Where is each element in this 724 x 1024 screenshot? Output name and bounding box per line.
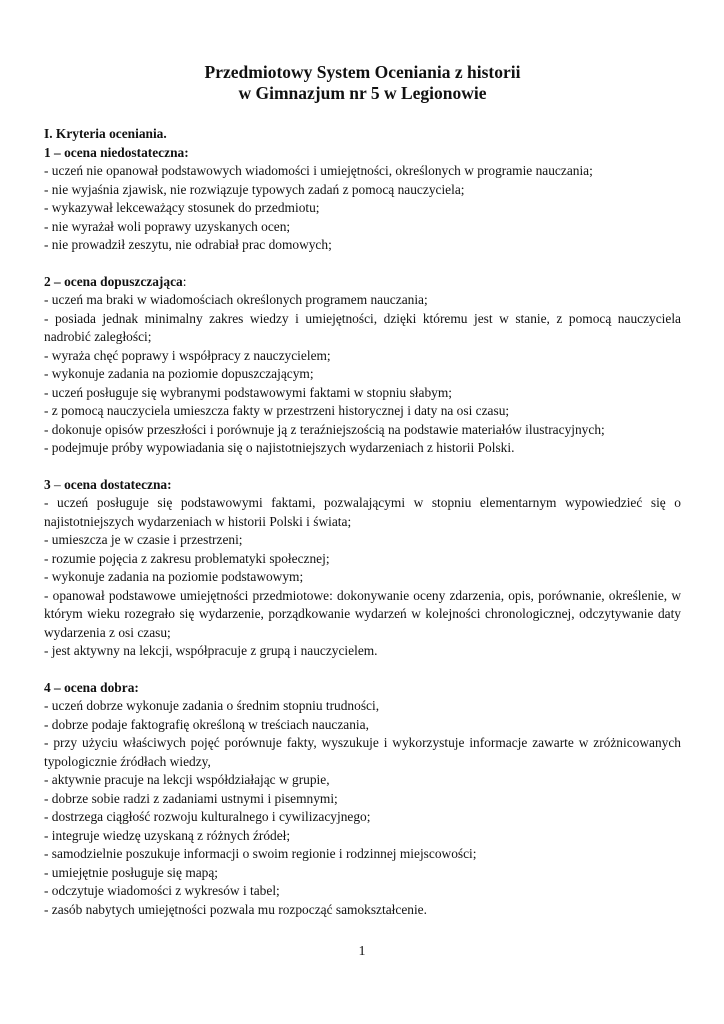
title-line-1: Przedmiotowy System Oceniania z historii	[204, 62, 521, 82]
title-line-2: w Gimnazjum nr 5 w Legionowie	[238, 83, 487, 103]
list-item: - aktywnie pracuje na lekcji współdziałając w grupie,	[44, 772, 330, 787]
page-number: 1	[358, 944, 366, 959]
list-item: - nie wyjaśnia zjawisk, nie rozwiązuje typowych zadań z pomocą nauczyciela;	[44, 181, 465, 197]
grade-section-3	[44, 476, 681, 661]
list-item: - umieszcza je w czasie i przestrzeni;	[44, 532, 243, 547]
grade-heading-dash: –	[50, 476, 65, 492]
list-item: - nie prowadził zeszytu, nie odrabiał prac domowych;	[44, 237, 332, 252]
grade-heading	[44, 679, 681, 698]
list-item: - uczeń dobrze wykonuje zadania o średnim stopniu trudności,	[44, 698, 380, 713]
list-item: - dostrzega ciągłość rozwoju kulturalnego i cywilizacyjnego;	[44, 809, 371, 824]
grade-heading	[44, 476, 681, 495]
list-item: - jest aktywny na lekcji, współpracuje z grupą i nauczycielem.	[44, 643, 378, 658]
list-item: - uczeń posługuje się podstawowymi faktami, pozwalającymi w stopniu elementarnym wypowiedzieć się o najistotniejszych wydarzeniach w historii Polski i świata;	[44, 495, 681, 529]
grade-heading-colon: :	[182, 273, 187, 289]
list-item: - nie wyrażał woli poprawy uzyskanych ocen;	[44, 218, 291, 234]
list-item: - integruje wiedzę uzyskaną z różnych źródeł;	[44, 827, 291, 843]
grade-heading-text: 1 – ocena niedostateczna:	[44, 144, 189, 160]
grade-heading-text: 2 – ocena dopuszczająca	[44, 273, 183, 289]
grade-section-1	[44, 144, 681, 255]
list-item: - podejmuje próby wypowiadania się o najistotniejszych wydarzeniach z historii Polski.	[44, 440, 515, 455]
list-item: - dobrze sobie radzi z zadaniami ustnymi i pisemnymi;	[44, 790, 338, 806]
list-item: - wykonuje zadania na poziomie podstawowym;	[44, 569, 304, 584]
list-item: - opanował podstawowe umiejętności przedmiotowe: dokonywanie oceny zdarzenia, opis, porównanie, określenie, w którym wieku rozegrało się wydarzenie, porządkowanie wydarzeń w kolejności chronologicznej, odczytywanie daty wydarzenia z osi czasu;	[44, 587, 681, 640]
list-item: - wyraża chęć poprawy i współpracy z nauczycielem;	[44, 347, 331, 363]
list-item: - uczeń ma braki w wiadomościach określonych programem nauczania;	[44, 292, 428, 307]
list-item: - posiada jednak minimalny zakres wiedzy i umiejętności, dzięki któremu jest w stanie, z pomocą nauczyciela nadrobić zaległości;	[44, 310, 681, 344]
list-item: - rozumie pojęcia z zakresu problematyki społecznej;	[44, 550, 330, 566]
list-item: - uczeń posługuje się wybranymi podstawowymi faktami w stopniu słabym;	[44, 384, 452, 400]
grade-section-2	[44, 273, 681, 458]
document-page	[44, 62, 681, 937]
list-item: - dobrze podaje faktografię określoną w treściach nauczania,	[44, 716, 369, 732]
list-item: - samodzielnie poszukuje informacji o swoim regionie i rodzinnej miejscowości;	[44, 846, 477, 861]
list-item: - przy użyciu właściwych pojęć porównuje fakty, wyszukuje i wykorzystuje informacje zawarte w zróżnicowanych typologicznie źródłach wiedzy,	[44, 735, 681, 769]
grade-section-4	[44, 679, 681, 920]
list-item: - dokonuje opisów przeszłości i porównuje ją z teraźniejszością na podstawie materiałów ilustracyjnych;	[44, 421, 605, 437]
section-heading: I. Kryteria oceniania.	[44, 126, 167, 141]
list-item: - z pomocą nauczyciela umieszcza fakty w przestrzeni historycznej i daty na osi czasu;	[44, 403, 510, 418]
list-item: - uczeń nie opanował podstawowych wiadomości i umiejętności, określonych w programie nauczania;	[44, 163, 593, 178]
grade-heading	[44, 273, 681, 292]
grade-heading	[44, 144, 681, 163]
grade-heading-text: ocena dostateczna:	[64, 476, 172, 492]
document-title	[44, 62, 681, 104]
list-item: - wykazywał lekceważący stosunek do przedmiotu;	[44, 200, 320, 215]
list-item: - umiejętnie posługuje się mapą;	[44, 864, 219, 880]
list-item: - wykonuje zadania na poziomie dopuszczającym;	[44, 366, 314, 381]
list-item: - odczytuje wiadomości z wykresów i tabel;	[44, 883, 280, 898]
grade-heading-number: 3	[44, 476, 51, 492]
grade-heading-text: 4 – ocena dobra:	[44, 679, 139, 695]
list-item: - zasób nabytych umiejętności pozwala mu rozpocząć samokształcenie.	[44, 901, 427, 917]
